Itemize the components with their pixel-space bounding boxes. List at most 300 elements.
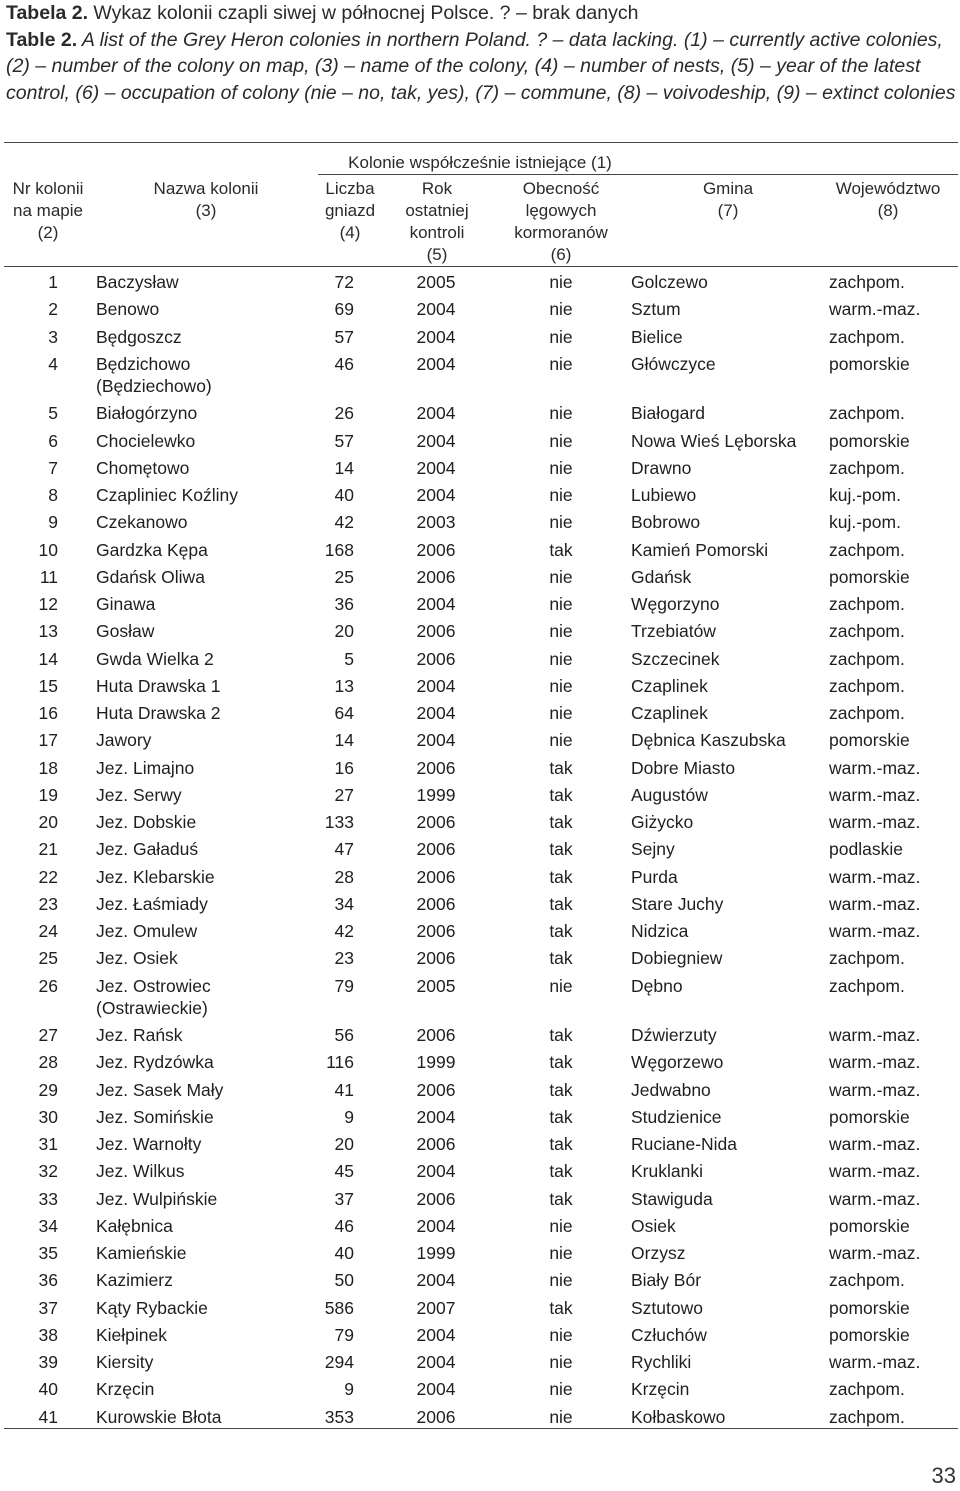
cell-occupation: tak [549, 866, 573, 887]
cell-commune: Purda [631, 866, 678, 887]
group-header-rule [318, 174, 958, 175]
cell-occupation: nie [549, 975, 573, 996]
cell-year: 2004 [416, 730, 456, 751]
cell-nests: 27 [334, 784, 354, 805]
cell-occupation: tak [549, 1052, 573, 1073]
cell-nr: 36 [38, 1270, 58, 1291]
cell-nests: 20 [334, 621, 354, 642]
cell-name: Jawory [96, 730, 152, 751]
cell-voivodeship: warm.-maz. [829, 1025, 921, 1045]
cell-voivodeship: pomorskie [829, 1297, 910, 1318]
cell-commune: Trzebiatów [631, 621, 716, 642]
cell-occupation: tak [549, 839, 573, 860]
cell-commune: Studzienice [631, 1106, 722, 1127]
cell-name: Kiersity [96, 1352, 154, 1372]
cell-commune: Nidzica [631, 921, 689, 941]
cell-name: Gwda Wielka 2 [96, 648, 214, 669]
table-row [0, 402, 960, 429]
cell-name: Huta Drawska 2 [96, 703, 221, 723]
cell-nests: 40 [334, 1243, 354, 1263]
cell-commune: Dębno [631, 975, 683, 996]
cell-nr: 37 [38, 1297, 58, 1318]
cell-year: 2006 [416, 1025, 456, 1045]
cell-voivodeship: zachpom. [829, 326, 905, 347]
cell-commune: Orzysz [631, 1243, 686, 1263]
table-row [0, 1269, 960, 1296]
cell-voivodeship: zachpom. [829, 1270, 905, 1291]
cell-commune: Dobre Miasto [631, 757, 736, 778]
table-row [0, 1024, 960, 1051]
cell-nr: 35 [38, 1243, 58, 1263]
page-number: 33 [931, 1463, 956, 1488]
cell-year: 2006 [416, 866, 456, 887]
cell-year: 2006 [416, 648, 456, 669]
cell-nests: 45 [334, 1161, 354, 1182]
cell-nr: 23 [38, 893, 58, 914]
cell-occupation: tak [549, 948, 573, 969]
table-row [0, 947, 960, 974]
group-header: Kolonie współcześnie istniejące (1) [348, 153, 612, 172]
cell-nr: 27 [38, 1025, 58, 1045]
table-row [0, 1324, 960, 1351]
cell-nests: 42 [334, 921, 354, 941]
cell-name: Baczysław [96, 272, 179, 292]
cell-nests: 5 [344, 648, 354, 669]
cell-occupation: nie [549, 621, 573, 642]
cell-commune: Gdańsk [631, 566, 692, 587]
cell-commune: Golczewo [631, 272, 708, 292]
cell-name: Kurowskie Błota [96, 1406, 222, 1427]
cell-voivodeship: kuj.-pom. [829, 512, 901, 533]
cell-year: 2004 [416, 1352, 456, 1372]
cell-nests: 353 [324, 1406, 354, 1427]
cell-voivodeship: zachpom. [829, 1406, 905, 1427]
cell-occupation: tak [549, 1079, 573, 1100]
cell-voivodeship: zachpom. [829, 539, 905, 560]
cell-name: Białogórzyno [96, 403, 198, 424]
cell-nests: 13 [334, 675, 354, 696]
cell-year: 2006 [416, 839, 456, 860]
cell-voivodeship: pomorskie [829, 1215, 910, 1236]
cell-nests: 116 [326, 1052, 354, 1073]
cell-commune: Krzęcin [631, 1379, 690, 1400]
table-row [0, 866, 960, 893]
table-row [0, 811, 960, 838]
cell-occupation: nie [549, 648, 573, 669]
cell-name: Jez. Warnołty [96, 1134, 202, 1154]
table-row [0, 729, 960, 756]
table-row [0, 675, 960, 702]
cell-voivodeship: warm.-maz. [829, 1134, 921, 1154]
cell-commune: Lubiewo [631, 485, 697, 505]
cell-voivodeship: zachpom. [829, 703, 905, 723]
cell-voivodeship: warm.-maz. [829, 1352, 921, 1372]
cell-nests: 133 [324, 812, 354, 832]
cell-voivodeship: pomorskie [829, 1324, 910, 1345]
cell-nr: 28 [38, 1052, 58, 1073]
cell-commune: Giżycko [631, 812, 694, 832]
cell-occupation: nie [549, 703, 573, 723]
cell-year: 2004 [416, 594, 456, 614]
cell-commune: Czaplinek [631, 675, 708, 696]
cell-nr: 20 [38, 812, 58, 832]
caption-english [6, 29, 955, 104]
cell-occupation: tak [549, 757, 573, 778]
cell-occupation: nie [549, 403, 573, 424]
cell-nr: 21 [38, 839, 58, 860]
cell-nests: 26 [334, 403, 354, 424]
cell-occupation: nie [549, 566, 573, 587]
table-caption [6, 0, 956, 106]
cell-year: 2006 [416, 757, 456, 778]
cell-name: Będzichowo (Będziechowo) [96, 353, 212, 396]
cell-occupation: nie [549, 1324, 573, 1345]
cell-occupation: nie [549, 1352, 573, 1372]
cell-commune: Kamień Pomorski [631, 539, 769, 560]
top-rule [4, 142, 958, 143]
caption-pl-label: Tabela 2. [6, 2, 89, 24]
cell-name: Jez. Rydzówka [96, 1052, 214, 1073]
cell-voivodeship: zachpom. [829, 594, 905, 614]
cell-nests: 64 [334, 703, 354, 723]
table-row [0, 784, 960, 811]
cell-voivodeship: warm.-maz. [829, 812, 921, 832]
cell-nests: 28 [334, 866, 354, 887]
cell-nr: 31 [38, 1134, 58, 1154]
cell-name: Jez. Dobskie [96, 812, 197, 832]
header-rule [4, 266, 958, 267]
cell-nests: 57 [334, 430, 354, 451]
cell-name: Chocielewko [96, 430, 196, 451]
table-row [0, 1133, 960, 1160]
cell-nests: 23 [334, 948, 354, 969]
cell-commune: Kołbaskowo [631, 1406, 726, 1427]
cell-nests: 40 [334, 485, 354, 505]
cell-voivodeship: pomorskie [829, 730, 910, 751]
table-row [0, 893, 960, 920]
col-header-commune: Gmina (7) [702, 179, 754, 220]
cell-nr: 7 [48, 457, 58, 478]
cell-name: Benowo [96, 299, 160, 320]
cell-nr: 6 [48, 430, 58, 451]
table-row [0, 539, 960, 566]
cell-commune: Bielice [631, 326, 683, 347]
cell-nr: 32 [38, 1161, 58, 1182]
table-row [0, 920, 960, 947]
cell-name: Jez. Wulpińskie [96, 1188, 218, 1209]
cell-year: 2004 [416, 1379, 456, 1400]
cell-commune: Drawno [631, 457, 692, 478]
cell-nests: 79 [334, 975, 354, 996]
cell-name: Kałębnica [96, 1215, 173, 1236]
cell-year: 2004 [416, 1215, 456, 1236]
cell-voivodeship: zachpom. [829, 272, 905, 292]
cell-nr: 12 [38, 594, 58, 614]
cell-commune: Główczyce [631, 353, 716, 374]
cell-name: Jez. Omulew [96, 921, 198, 941]
col-header-voivodeship: Województwo (8) [835, 179, 941, 220]
cell-nr: 30 [38, 1106, 58, 1127]
cell-commune: Białogard [631, 403, 705, 424]
cell-voivodeship: zachpom. [829, 621, 905, 642]
cell-commune: Kruklanki [631, 1161, 703, 1182]
cell-year: 2005 [416, 272, 456, 292]
cell-nr: 39 [38, 1352, 58, 1372]
cell-year: 2004 [416, 1324, 456, 1345]
cell-nests: 34 [334, 893, 354, 914]
cell-nr: 24 [38, 921, 58, 941]
cell-commune: Nowa Wieś Lęborska [631, 430, 797, 451]
cell-occupation: nie [549, 675, 573, 696]
cell-commune: Jedwabno [631, 1079, 711, 1100]
cell-name: Kamieńskie [96, 1243, 187, 1263]
cell-year: 2003 [416, 512, 456, 533]
caption-en-label: Table 2. [6, 28, 78, 51]
cell-commune: Dobiegniew [631, 948, 723, 969]
caption-pl-text: Wykaz kolonii czapli siwej w północnej Polsce. ? – brak danych [88, 2, 639, 24]
cell-name: Czekanowo [96, 512, 188, 533]
cell-voivodeship: warm.-maz. [829, 1243, 921, 1263]
cell-nests: 9 [344, 1379, 354, 1400]
cell-name: Gdańsk Oliwa [96, 566, 205, 587]
cell-occupation: nie [549, 430, 573, 451]
cell-nests: 46 [334, 353, 354, 374]
cell-year: 2006 [416, 1134, 456, 1154]
cell-voivodeship: warm.-maz. [829, 1079, 921, 1100]
table-row [0, 1242, 960, 1269]
cell-name: Krzęcin [96, 1379, 155, 1400]
cell-commune: Szczecinek [631, 648, 720, 669]
cell-nr: 34 [38, 1215, 58, 1236]
table-row [0, 1051, 960, 1078]
cell-commune: Augustów [631, 784, 708, 805]
cell-nests: 79 [334, 1324, 354, 1345]
cell-name: Jez. Ostrowiec (Ostrawieckie) [96, 975, 211, 1018]
cell-voivodeship: pomorskie [829, 1106, 910, 1127]
cell-year: 2006 [416, 893, 456, 914]
cell-name: Kazimierz [96, 1270, 173, 1291]
cell-nr: 10 [38, 539, 58, 560]
cell-voivodeship: pomorskie [829, 566, 910, 587]
cell-year: 2004 [416, 326, 456, 347]
cell-voivodeship: podlaskie [829, 839, 903, 860]
cell-commune: Czaplinek [631, 703, 708, 723]
cell-occupation: nie [549, 1270, 573, 1291]
table-row [0, 430, 960, 457]
cell-nests: 46 [334, 1215, 354, 1236]
cell-occupation: nie [549, 1406, 573, 1427]
cell-name: Jez. Klebarskie [96, 866, 215, 887]
cell-nests: 47 [334, 839, 354, 860]
cell-occupation: tak [549, 1025, 573, 1045]
cell-name: Kąty Rybackie [96, 1297, 208, 1318]
cell-nr: 26 [38, 975, 58, 996]
cell-commune: Węgorzewo [631, 1052, 724, 1073]
cell-year: 2004 [416, 703, 456, 723]
cell-nests: 25 [334, 566, 354, 587]
cell-name: Ginawa [96, 594, 156, 614]
cell-nr: 25 [38, 948, 58, 969]
cell-occupation: tak [549, 893, 573, 914]
table-row [0, 1079, 960, 1106]
cell-commune: Stare Juchy [631, 893, 724, 914]
cell-voivodeship: zachpom. [829, 948, 905, 969]
cell-name: Jez. Sasek Mały [96, 1079, 224, 1100]
cell-name: Jez. Limajno [96, 757, 195, 778]
cell-nr: 5 [48, 403, 58, 424]
cell-voivodeship: zachpom. [829, 457, 905, 478]
cell-year: 2006 [416, 1188, 456, 1209]
table-row [0, 975, 960, 1018]
cell-year: 2006 [416, 812, 456, 832]
cell-nests: 42 [334, 512, 354, 533]
cell-voivodeship: kuj.-pom. [829, 485, 901, 505]
cell-commune: Sejny [631, 839, 675, 860]
cell-occupation: tak [549, 1161, 573, 1182]
table-row [0, 511, 960, 538]
cell-occupation: nie [549, 457, 573, 478]
cell-nests: 50 [334, 1270, 354, 1291]
caption-polish [6, 0, 956, 27]
cell-occupation: tak [549, 539, 573, 560]
cell-nr: 1 [48, 272, 58, 292]
table-row [0, 1106, 960, 1133]
cell-nests: 168 [324, 539, 354, 560]
cell-occupation: tak [549, 1106, 573, 1127]
cell-occupation: nie [549, 299, 573, 320]
table-row [0, 648, 960, 675]
cell-voivodeship: warm.-maz. [829, 1188, 921, 1209]
table-row [0, 1215, 960, 1242]
cell-nr: 18 [38, 757, 58, 778]
cell-voivodeship: pomorskie [829, 430, 910, 451]
cell-voivodeship: warm.-maz. [829, 893, 921, 914]
cell-nests: 36 [334, 594, 354, 614]
cell-year: 2004 [416, 299, 456, 320]
cell-nests: 14 [334, 730, 354, 751]
cell-nr: 17 [38, 730, 58, 751]
bottom-rule [4, 1428, 958, 1429]
cell-year: 1999 [416, 784, 456, 805]
table-row [0, 484, 960, 511]
cell-nr: 29 [38, 1079, 58, 1100]
cell-nr: 3 [48, 326, 58, 347]
cell-voivodeship: warm.-maz. [829, 866, 921, 887]
table-row [0, 1297, 960, 1324]
cell-occupation: nie [549, 1379, 573, 1400]
cell-nr: 16 [38, 703, 58, 723]
cell-voivodeship: zachpom. [829, 1379, 905, 1400]
cell-year: 2006 [416, 921, 456, 941]
cell-nr: 8 [48, 485, 58, 505]
cell-nr: 22 [38, 866, 58, 887]
cell-year: 2006 [416, 621, 456, 642]
table-row [0, 457, 960, 484]
col-header-nests: Liczba gniazd (4) [324, 179, 376, 242]
col-header-cormorants: Obecność lęgowych kormoranów (6) [514, 179, 608, 264]
cell-nr: 40 [38, 1379, 58, 1400]
cell-year: 2004 [416, 675, 456, 696]
cell-year: 2006 [416, 539, 456, 560]
cell-name: Jez. Rańsk [96, 1025, 183, 1045]
cell-commune: Bobrowo [631, 512, 701, 533]
cell-year: 2006 [416, 948, 456, 969]
cell-commune: Osiek [631, 1215, 676, 1236]
table-row [0, 298, 960, 325]
cell-commune: Człuchów [631, 1324, 707, 1345]
cell-nests: 14 [334, 457, 354, 478]
cell-nests: 586 [324, 1297, 354, 1318]
cell-name: Będgoszcz [96, 326, 182, 347]
col-header-nr: Nr kolonii na mapie (2) [12, 179, 84, 242]
cell-name: Jez. Gaładuś [96, 839, 199, 860]
cell-nr: 15 [38, 675, 58, 696]
cell-voivodeship: warm.-maz. [829, 757, 921, 778]
cell-commune: Dębnica Kaszubska [631, 730, 786, 751]
cell-nr: 41 [38, 1406, 58, 1427]
cell-nr: 33 [38, 1188, 58, 1209]
cell-name: Czapliniec Koźliny [96, 485, 239, 505]
cell-occupation: nie [549, 1243, 573, 1263]
cell-year: 2007 [416, 1297, 456, 1318]
cell-name: Jez. Somińskie [96, 1106, 214, 1127]
cell-year: 2004 [416, 1161, 456, 1182]
cell-voivodeship: warm.-maz. [829, 1052, 921, 1073]
col-header-year: Rok ostatniej kontroli (5) [405, 179, 469, 264]
table-row [0, 1188, 960, 1215]
cell-nr: 11 [39, 566, 58, 587]
cell-nests: 20 [334, 1134, 354, 1154]
cell-nests: 57 [334, 326, 354, 347]
cell-nests: 294 [324, 1352, 354, 1372]
cell-name: Gosław [96, 621, 155, 642]
col-header-name: Nazwa kolonii (3) [153, 179, 259, 220]
cell-nr: 38 [38, 1324, 58, 1345]
cell-nests: 72 [334, 272, 354, 292]
cell-commune: Węgorzyno [631, 594, 720, 614]
cell-occupation: nie [549, 272, 573, 292]
cell-name: Huta Drawska 1 [96, 675, 221, 696]
cell-occupation: nie [549, 730, 573, 751]
cell-nr: 13 [38, 621, 58, 642]
cell-commune: Stawiguda [631, 1188, 713, 1209]
table-row [0, 757, 960, 784]
table-row [0, 838, 960, 865]
cell-occupation: nie [549, 594, 573, 614]
table-row [0, 1378, 960, 1405]
table-row [0, 326, 960, 353]
cell-year: 2004 [416, 353, 456, 374]
cell-name: Jez. Osiek [96, 948, 178, 969]
cell-name: Gardzka Kępa [96, 539, 208, 560]
cell-voivodeship: warm.-maz. [829, 921, 921, 941]
cell-nests: 69 [334, 299, 354, 320]
cell-occupation: nie [549, 1215, 573, 1236]
cell-year: 2004 [416, 485, 456, 505]
table-row [0, 566, 960, 593]
cell-name: Jez. Wilkus [96, 1161, 185, 1182]
cell-year: 1999 [416, 1243, 456, 1263]
cell-occupation: nie [549, 485, 573, 505]
cell-occupation: nie [549, 353, 573, 374]
cell-occupation: tak [549, 1297, 573, 1318]
cell-year: 2004 [416, 430, 456, 451]
cell-voivodeship: zachpom. [829, 648, 905, 669]
table-row [0, 1351, 960, 1378]
cell-commune: Rychliki [631, 1352, 692, 1372]
cell-year: 2004 [416, 1270, 456, 1291]
cell-name: Jez. Serwy [96, 784, 182, 805]
